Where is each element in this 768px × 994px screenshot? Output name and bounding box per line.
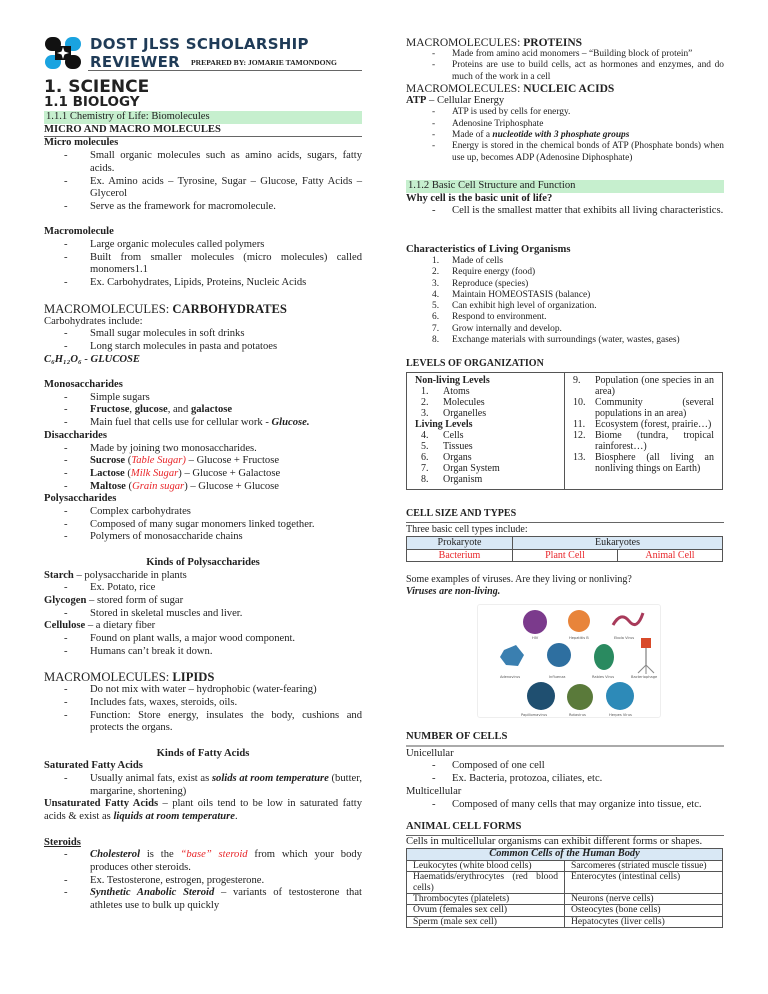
virus-label: Adenovirus xyxy=(500,675,521,679)
viruses-question: Some examples of viruses. Are they living or nonliving? xyxy=(406,574,632,585)
list-item: - Usually animal fats, exist as solids at room temperature (butter, margarine, shortening) xyxy=(64,773,362,797)
human-cells-table xyxy=(406,848,723,928)
list-item: 9. Population (one species in an area) xyxy=(573,375,714,397)
number-title: NUMBER OF CELLS xyxy=(406,731,724,747)
list-item: - Do not mix with water – hydrophobic (water-fearing) xyxy=(64,684,317,696)
list-item: 12. Biome (tundra, tropical rainforest…) xyxy=(573,430,714,452)
eukaryotes-header: Eukaryotes xyxy=(513,537,723,550)
subsection-111: 1.1.1 Chemistry of Life: Biomolecules xyxy=(44,111,362,124)
table-row: Leukocytes (white blood cells) Sarcomeres (striated muscle tissue) xyxy=(407,860,723,871)
list-item: 11. Ecosystem (forest, prairie…) xyxy=(573,419,712,430)
list-item: - Composed of one cell xyxy=(432,760,545,772)
list-item: 4. Cells xyxy=(421,430,464,441)
unsaturated: Unsaturated Fatty Acids – plant oils tend to be low in saturated fatty acids & exist as liquids at room temperature. xyxy=(44,798,362,823)
left-column xyxy=(44,111,362,913)
list-item: - Humans can’t break it down. xyxy=(64,645,213,657)
viruses-answer: Viruses are non-living. xyxy=(406,585,501,597)
list-item: - Made of a nucleotide with 3 phosphate groups xyxy=(432,129,630,140)
kinds-poly-title: Kinds of Polysaccharides xyxy=(146,556,260,568)
list-item: 7. Organ System xyxy=(421,463,500,474)
list-item: - Built from smaller molecules (micro molecules) called monomers1.1 xyxy=(64,251,362,276)
table-row: Sperm (male sex cell) Hepatocytes (liver cells) xyxy=(407,916,723,927)
levels-table xyxy=(406,372,723,490)
cell-size-title: CELL SIZE AND TYPES xyxy=(406,508,724,523)
list-item: 8. Exchange materials with surroundings (water, wastes, gases) xyxy=(432,335,680,346)
virus-label: Papillomavirus xyxy=(521,713,548,717)
cellulose: Cellulose – a dietary fiber xyxy=(44,620,156,632)
list-item: - Small sugar molecules in soft drinks xyxy=(64,328,245,340)
virus-illustration xyxy=(477,604,661,718)
list-item: - Large organic molecules called polymers xyxy=(64,239,265,251)
virus-label: Herpes Virus xyxy=(609,713,632,717)
virus-label: Hepatitis B xyxy=(569,636,589,640)
multicellular: Multicellular xyxy=(406,785,462,797)
glucose-formula: C₆H₁₂O₆ - GLUCOSE xyxy=(44,353,141,365)
subsection-112: 1.1.2 Basic Cell Structure and Function xyxy=(406,180,724,193)
animal-cell: Animal Cell xyxy=(618,549,723,562)
list-item: 1. Atoms xyxy=(421,386,470,397)
steroids-title: Steroids xyxy=(44,836,81,848)
list-item: - Made from amino acid monomers – “Building block of protein” xyxy=(432,49,693,59)
list-item: - Function: Store energy, insulates the body, cushions and protects the organs. xyxy=(64,709,362,734)
plant-cell: Plant Cell xyxy=(513,549,618,562)
list-item: - Fructose, glucose, and galactose xyxy=(64,404,233,416)
list-item: 13. Biosphere (all living an nonliving things on Earth) xyxy=(573,452,714,474)
section-biology: 1.1 BIOLOGY xyxy=(44,94,140,110)
virus-label: Ebola Virus xyxy=(614,636,635,640)
list-item: 2. Require energy (food) xyxy=(432,267,536,278)
living-label: Living Levels xyxy=(415,419,473,430)
header-subtitle: REVIEWER xyxy=(90,53,180,71)
macro-title: Macromolecule xyxy=(44,226,114,238)
di-title: Disaccharides xyxy=(44,429,107,441)
levels-right-cell xyxy=(565,373,723,490)
micro-title: Micro molecules xyxy=(44,137,119,149)
number-of-cells xyxy=(406,731,724,811)
list-item: - ATP is used by cells for energy. xyxy=(432,107,571,118)
table-row: Haematids/erythrocytes (red blood cells) Enterocytes (intestinal cells) xyxy=(407,872,723,894)
starch: Starch – polysaccharide in plants xyxy=(44,569,187,581)
lipids-heading: MACROMOLECULES: LIPIDS xyxy=(44,670,215,685)
micro-macro-heading: MICRO AND MACRO MOLECULES xyxy=(44,124,362,138)
carbs-intro: Carbohydrates include: xyxy=(44,315,143,327)
list-item: - Main fuel that cells use for cellular work - Glucose. xyxy=(64,417,310,429)
list-item: - Complex carbohydrates xyxy=(64,506,191,518)
list-item: - Long starch molecules in pasta and potatoes xyxy=(64,340,278,352)
header-title: DOST JLSS SCHOLARSHIP xyxy=(90,35,309,53)
list-item: - Maltose (Grain sugar) – Glucose + Glucose xyxy=(64,480,280,492)
levels-title: LEVELS OF ORGANIZATION xyxy=(406,358,544,369)
virus-label: Rabies Virus xyxy=(592,675,615,679)
list-item: - Composed of many sugar monomers linked together. xyxy=(64,518,315,530)
cell-types-intro: Three basic cell types include: xyxy=(406,523,528,535)
list-item: 4. Maintain HOMEOSTASIS (balance) xyxy=(432,289,591,300)
list-item: - Serve as the framework for macromolecule. xyxy=(64,200,276,212)
list-item: - Lactose (Milk Sugar) – Glucose + Galactose xyxy=(64,467,281,479)
why-question: Why cell is the basic unit of life? xyxy=(406,192,553,204)
list-item: - Ex. Potato, rice xyxy=(64,582,156,594)
list-item: 10. Community (several populations in an area) xyxy=(573,397,714,419)
prepared-by: PREPARED BY: JOMARIE TAMONDONG xyxy=(191,58,337,67)
saturated-title: Saturated Fatty Acids xyxy=(44,760,143,772)
logo xyxy=(45,37,81,69)
animal-cell-forms xyxy=(406,821,724,928)
forms-title: ANIMAL CELL FORMS xyxy=(406,821,724,836)
levels-of-organization xyxy=(406,358,724,490)
section-science: 1. SCIENCE xyxy=(44,77,150,97)
list-item: 1. Made of cells xyxy=(432,256,504,266)
list-item: 5. Can exhibit high level of organization. xyxy=(432,301,597,312)
nucleic-heading: MACROMOLECULES: NUCLEIC ACIDS xyxy=(406,82,615,95)
list-item: - Synthetic Anabolic Steroid – variants of testosterone that athletes use to bulk up quickly xyxy=(64,887,362,912)
nonliving-label: Non-living Levels xyxy=(415,375,490,386)
list-item: - Ex. Testosterone, estrogen, progesterone. xyxy=(64,874,265,886)
virus-label: Rotavirus xyxy=(569,713,586,717)
proteins-heading: MACROMOLECULES: PROTEINS xyxy=(406,37,583,49)
mono-title: Monosaccharides xyxy=(44,379,123,391)
list-item: - Energy is stored in the chemical bonds of ATP (Phosphate bonds) when use up, becomes ADP (Adenosine Diphosphate) xyxy=(432,141,724,163)
list-item: 7. Grow internally and develop. xyxy=(432,323,562,334)
right-column-cell xyxy=(406,180,724,218)
virus-label: Influenza xyxy=(549,675,566,679)
right-column-top xyxy=(406,37,724,164)
list-item: - Ex. Bacteria, protozoa, ciliates, etc. xyxy=(432,773,603,785)
list-item: 5. Tissues xyxy=(421,441,473,452)
glycogen: Glycogen – stored form of sugar xyxy=(44,594,184,606)
list-item: 2. Molecules xyxy=(421,397,485,408)
list-item: 6. Respond to environment. xyxy=(432,312,547,323)
list-item: - Found on plant walls, a major wood component. xyxy=(64,633,296,645)
table-title: Common Cells of the Human Body xyxy=(407,849,723,860)
prokaryote-header: Prokaryote xyxy=(407,537,513,550)
list-item: - Polymers of monosaccharide chains xyxy=(64,531,243,543)
poly-title: Polysaccharides xyxy=(44,493,117,505)
list-item: - Ex. Amino acids – Tyrosine, Sugar – Glucose, Fatty Acids – Glycerol xyxy=(64,175,362,200)
cell-types-table xyxy=(406,536,723,562)
list-item: - Proteins are use to build cells, act as hormones and enzymes, and do much of the work in a cell xyxy=(432,60,724,82)
list-item: - Adenosine Triphosphate xyxy=(432,118,544,129)
characteristics-title: Characteristics of Living Organisms xyxy=(406,244,571,255)
characteristics xyxy=(406,243,724,346)
list-item: - Cholesterol is the “base” steroid from which your body produces other steroids. xyxy=(64,849,362,873)
levels-left-cell xyxy=(407,373,565,490)
list-item: 3. Reproduce (species) xyxy=(432,278,529,289)
carbs-heading: MACROMOLECULES: CARBOHYDRATES xyxy=(44,301,287,316)
list-item: - Simple sugars xyxy=(64,391,150,403)
header-divider xyxy=(88,70,362,71)
table-row: Ovum (females sex cell) Osteocytes (bone cells) xyxy=(407,905,723,916)
list-item: 6. Organs xyxy=(421,452,472,463)
cell-size-types xyxy=(406,508,724,597)
list-item: - Stored in skeletal muscles and liver. xyxy=(64,607,243,619)
forms-intro: Cells in multicellular organisms can exhibit different forms or shapes. xyxy=(406,835,703,847)
list-item: - Ex. Carbohydrates, Lipids, Proteins, Nucleic Acids xyxy=(64,277,307,289)
virus-label: HIV xyxy=(532,636,539,640)
list-item: - Small organic molecules such as amino acids, sugars, fatty acids. xyxy=(64,150,362,174)
list-item: - Includes fats, waxes, steroids, oils. xyxy=(64,696,238,708)
unicellular: Unicellular xyxy=(406,747,454,759)
atp-line: ATP – Cellular Energy xyxy=(406,94,505,106)
list-item: - Sucrose (Table Sugar) – Glucose + Fructose xyxy=(64,455,280,467)
kinds-fatty-title: Kinds of Fatty Acids xyxy=(156,747,250,759)
table-row: Thrombocytes (platelets) Neurons (nerve cells) xyxy=(407,894,723,905)
list-item: - Made by joining two monosaccharides. xyxy=(64,442,257,454)
bacterium-cell: Bacterium xyxy=(407,549,513,562)
virus-label: Bacteriophage xyxy=(631,675,658,679)
list-item: 8. Organism xyxy=(421,474,483,485)
list-item: 3. Organelles xyxy=(421,408,487,419)
list-item: - Composed of many cells that may organize into tissue, etc. xyxy=(432,798,702,810)
list-item: - Cell is the smallest matter that exhibits all living characteristics. xyxy=(432,205,724,216)
